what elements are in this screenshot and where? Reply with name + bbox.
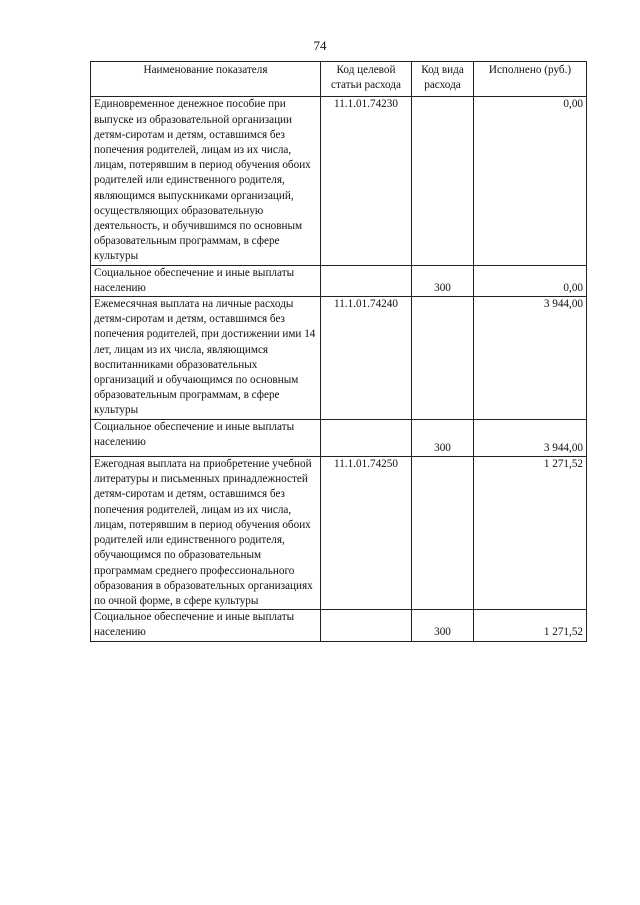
header-expense-kind: Код вида расхода <box>412 62 474 97</box>
row-target-code: 11.1.01.74230 <box>321 97 412 265</box>
row-amount: 3 944,00 <box>474 297 587 420</box>
table-row <box>91 297 587 420</box>
row-name: Социальное обеспечение и иные выплаты населению <box>91 610 321 641</box>
row-amount: 3 944,00 <box>474 419 587 456</box>
header-name: Наименование показателя <box>91 62 321 97</box>
header-target-code: Код целевой статьи расхода <box>321 62 412 97</box>
table-row <box>91 265 587 296</box>
row-name: Ежемесячная выплата на личные расходы детям-сиротам и детям, оставшимся без попечения родителей, при достижении ими 14 лет, лицам из их числа, являющимся воспитанниками образовательных организаций и обучающимся по основным образовательным программам, в сфере культуры <box>91 297 321 420</box>
row-expense-kind <box>412 297 474 420</box>
row-expense-kind <box>412 457 474 610</box>
row-amount: 1 271,52 <box>474 610 587 641</box>
table-row <box>91 97 587 265</box>
table-row <box>91 610 587 641</box>
row-amount: 0,00 <box>474 265 587 296</box>
row-target-code <box>321 265 412 296</box>
header-executed: Исполнено (руб.) <box>474 62 587 97</box>
row-amount: 1 271,52 <box>474 457 587 610</box>
row-expense-kind <box>412 97 474 265</box>
budget-execution-table <box>90 61 587 642</box>
table-row <box>91 457 587 610</box>
row-name: Социальное обеспечение и иные выплаты населению <box>91 419 321 456</box>
row-name: Единовременное денежное пособие при выпуске из образовательной организации детям-сиротам и детям, оставшимся без попечения родителей, лицам из их числа, лицам, потерявшим в период обучения обоих родителей или единственного родителя, являющимся выпускниками организаций, осуществляющих образовательную деятельность, и обучившимся по основным образовательным программам, в сфере культуры <box>91 97 321 265</box>
row-expense-kind: 300 <box>412 419 474 456</box>
table-header-row <box>91 62 587 97</box>
row-name: Социальное обеспечение и иные выплаты населению <box>91 265 321 296</box>
row-target-code: 11.1.01.74240 <box>321 297 412 420</box>
table-row <box>91 419 587 456</box>
row-target-code <box>321 610 412 641</box>
row-name: Ежегодная выплата на приобретение учебной литературы и письменных принадлежностей детям-сиротам и детям, оставшимся без попечения родителей, лицам из их числа, лицам, потерявшим в период обучения обоих родителей или единственного родителя, обучающимся по образовательным программам среднего профессионального образования в образовательных организациях по очной форме, в сфере культуры <box>91 457 321 610</box>
row-expense-kind: 300 <box>412 265 474 296</box>
row-amount: 0,00 <box>474 97 587 265</box>
page-number: 74 <box>313 38 327 53</box>
row-target-code <box>321 419 412 456</box>
row-target-code: 11.1.01.74250 <box>321 457 412 610</box>
row-expense-kind: 300 <box>412 610 474 641</box>
